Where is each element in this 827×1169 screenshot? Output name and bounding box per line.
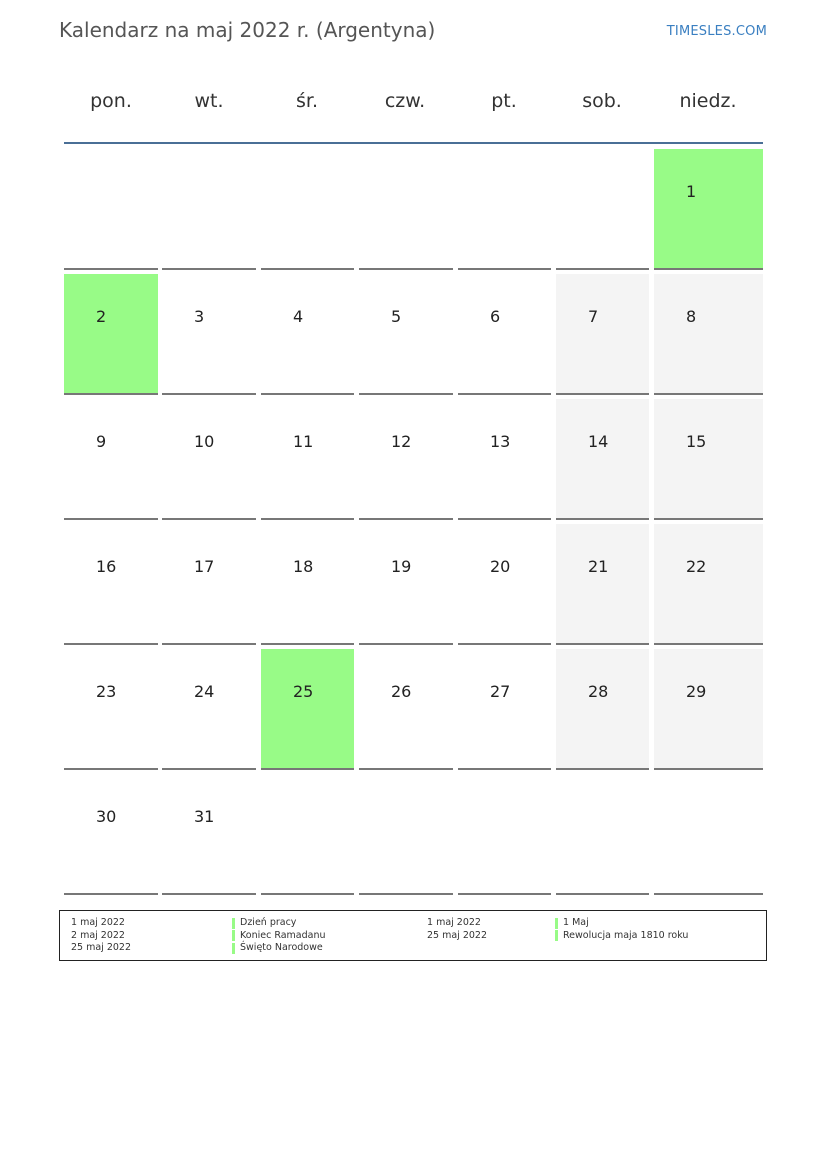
day-cell[interactable]: [261, 524, 354, 645]
cell-divider: [359, 393, 453, 395]
day-number: 31: [194, 807, 215, 826]
day-cell[interactable]: [64, 774, 158, 895]
day-cell[interactable]: [556, 524, 649, 645]
cell-divider: [359, 643, 453, 645]
legend-holiday-name: Rewolucja maja 1810 roku: [563, 929, 689, 941]
legend-date: 1 maj 2022: [427, 917, 481, 928]
day-number: 8: [686, 307, 697, 326]
cell-divider: [261, 268, 354, 270]
day-number: 19: [391, 557, 412, 576]
day-number: 25: [293, 682, 314, 701]
brand-logo-text[interactable]: TIMESLES.COM: [666, 24, 767, 39]
empty-day-cell: [64, 149, 158, 270]
day-cell[interactable]: [654, 649, 763, 770]
cell-divider: [458, 643, 551, 645]
day-cell[interactable]: [359, 524, 453, 645]
legend-date: 2 maj 2022: [71, 929, 125, 941]
cell-divider: [458, 768, 551, 770]
day-number: 9: [96, 432, 107, 451]
day-number: 24: [194, 682, 215, 701]
day-cell[interactable]: [654, 399, 763, 520]
day-number: 4: [293, 307, 304, 326]
day-number: 16: [96, 557, 117, 576]
cell-divider: [556, 268, 649, 270]
cell-divider: [64, 643, 158, 645]
day-number: 1: [686, 182, 697, 201]
day-cell[interactable]: [359, 274, 453, 395]
cell-divider: [556, 893, 649, 895]
day-cell[interactable]: [162, 274, 256, 395]
empty-day-cell: [261, 774, 354, 895]
legend-holiday-name: Dzień pracy: [240, 917, 297, 928]
day-cell[interactable]: [64, 524, 158, 645]
cell-divider: [162, 893, 256, 895]
day-number: 22: [686, 557, 707, 576]
day-number: 21: [588, 557, 609, 576]
day-number: 29: [686, 682, 707, 701]
legend-holiday-name: 1 Maj: [563, 917, 589, 928]
holiday-color-marker: [555, 918, 558, 929]
cell-divider: [556, 393, 649, 395]
weekday-label: wt.: [194, 90, 224, 112]
legend-date: 25 maj 2022: [71, 942, 132, 953]
day-number: 20: [490, 557, 511, 576]
cell-divider: [261, 768, 354, 770]
day-cell[interactable]: [556, 274, 649, 395]
cell-divider: [261, 643, 354, 645]
cell-divider: [654, 768, 763, 770]
cell-divider: [162, 518, 256, 520]
day-number: 18: [293, 557, 314, 576]
cell-divider: [64, 768, 158, 770]
cell-divider: [654, 643, 763, 645]
day-number: 10: [194, 432, 215, 451]
legend-holiday-name: Święto Narodowe: [240, 942, 323, 953]
cell-divider: [458, 268, 551, 270]
empty-day-cell: [654, 774, 763, 895]
empty-day-cell: [359, 774, 453, 895]
day-cell[interactable]: [64, 649, 158, 770]
day-cell[interactable]: [359, 649, 453, 770]
day-number: 14: [588, 432, 609, 451]
cell-divider: [64, 268, 158, 270]
empty-day-cell: [162, 149, 256, 270]
cell-divider: [64, 518, 158, 520]
legend-date: 25 maj 2022: [427, 929, 488, 941]
day-cell[interactable]: [261, 399, 354, 520]
weekday-label: śr.: [295, 90, 318, 112]
day-number: 23: [96, 682, 117, 701]
weekday-header-row: [64, 90, 763, 120]
empty-day-cell: [458, 149, 551, 270]
legend-holiday-name: Koniec Ramadanu: [240, 929, 326, 941]
cell-divider: [458, 518, 551, 520]
day-cell[interactable]: [64, 274, 158, 395]
day-cell[interactable]: [458, 399, 551, 520]
cell-divider: [359, 893, 453, 895]
page-title: Kalendarz na maj 2022 r. (Argentyna): [59, 18, 436, 42]
cell-divider: [359, 268, 453, 270]
cell-divider: [359, 518, 453, 520]
day-number: 12: [391, 432, 412, 451]
cell-divider: [261, 893, 354, 895]
day-cell[interactable]: [162, 399, 256, 520]
cell-divider: [64, 393, 158, 395]
cell-divider: [654, 268, 763, 270]
weekday-label: pt.: [491, 90, 517, 112]
cell-divider: [556, 518, 649, 520]
empty-day-cell: [261, 149, 354, 270]
day-cell[interactable]: [556, 399, 649, 520]
day-number: 5: [391, 307, 402, 326]
empty-day-cell: [556, 149, 649, 270]
day-cell[interactable]: [458, 274, 551, 395]
cell-divider: [556, 643, 649, 645]
day-cell[interactable]: [162, 524, 256, 645]
cell-divider: [458, 893, 551, 895]
day-number: 28: [588, 682, 609, 701]
cell-divider: [359, 768, 453, 770]
day-number: 3: [194, 307, 205, 326]
holiday-color-marker: [232, 930, 235, 941]
weekday-label: pon.: [90, 90, 132, 112]
holiday-color-marker: [232, 918, 235, 929]
day-number: 17: [194, 557, 215, 576]
day-number: 6: [490, 307, 501, 326]
cell-divider: [556, 768, 649, 770]
day-cell[interactable]: [261, 649, 354, 770]
cell-divider: [162, 268, 256, 270]
cell-divider: [162, 643, 256, 645]
weekday-label: niedz.: [679, 90, 737, 112]
legend-date: 1 maj 2022: [71, 917, 125, 928]
day-cell[interactable]: [359, 399, 453, 520]
day-number: 27: [490, 682, 511, 701]
empty-day-cell: [359, 149, 453, 270]
header-divider: [64, 142, 763, 144]
day-cell[interactable]: [654, 524, 763, 645]
day-cell[interactable]: [458, 524, 551, 645]
cell-divider: [162, 393, 256, 395]
empty-day-cell: [458, 774, 551, 895]
cell-divider: [261, 518, 354, 520]
cell-divider: [162, 768, 256, 770]
day-number: 7: [588, 307, 599, 326]
weekday-label: sob.: [582, 90, 622, 112]
weekday-label: czw.: [384, 90, 426, 112]
holiday-legend: [59, 910, 767, 961]
day-cell[interactable]: [162, 649, 256, 770]
cell-divider: [654, 518, 763, 520]
empty-day-cell: [556, 774, 649, 895]
day-cell[interactable]: [654, 149, 763, 270]
cell-divider: [654, 393, 763, 395]
day-cell[interactable]: [654, 274, 763, 395]
day-cell[interactable]: [64, 399, 158, 520]
day-number: 15: [686, 432, 707, 451]
day-number: 13: [490, 432, 511, 451]
day-number: 2: [96, 307, 107, 326]
cell-divider: [64, 893, 158, 895]
cell-divider: [458, 393, 551, 395]
day-cell[interactable]: [261, 274, 354, 395]
day-cell[interactable]: [556, 649, 649, 770]
holiday-color-marker: [232, 943, 235, 954]
day-cell[interactable]: [458, 649, 551, 770]
holiday-color-marker: [555, 930, 558, 941]
day-cell[interactable]: [162, 774, 256, 895]
day-number: 30: [96, 807, 117, 826]
cell-divider: [261, 393, 354, 395]
day-number: 11: [293, 432, 314, 451]
cell-divider: [654, 893, 763, 895]
day-number: 26: [391, 682, 412, 701]
